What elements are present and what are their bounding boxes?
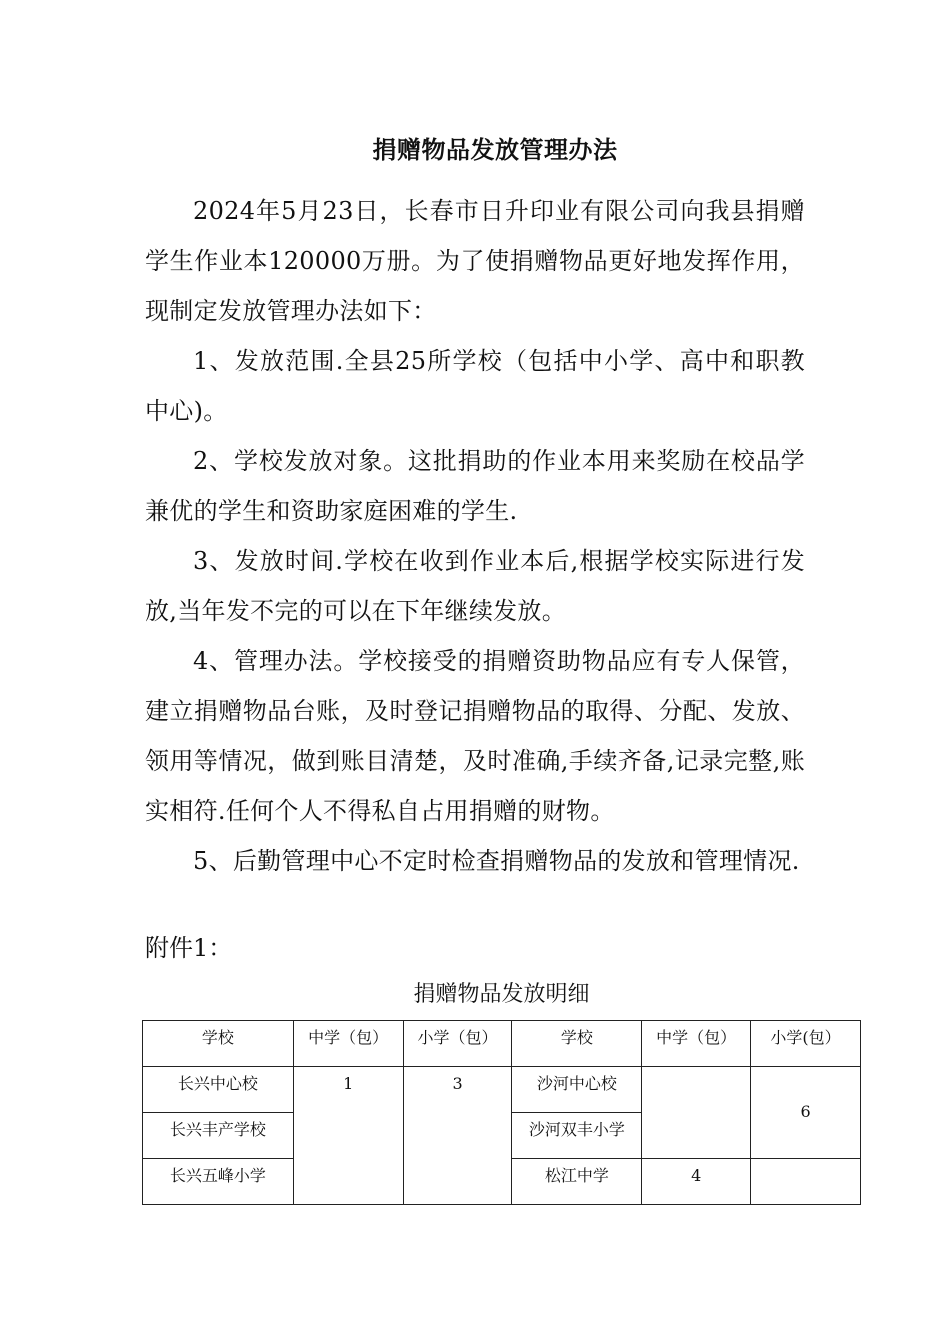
paragraph-recipients: 2、学校发放对象。这批捐助的作业本用来奖励在校品学兼优的学生和资助家庭困难的学生. [145,447,805,525]
school-name: 松江中学 [512,1159,642,1205]
school-name: 长兴中心校 [143,1067,294,1113]
school-name: 沙河中心校 [512,1067,642,1113]
paragraph-timing: 3、发放时间.学校在收到作业本后,根据学校实际进行发放,当年发不完的可以在下年继续发放。 [145,547,805,625]
school-name: 长兴丰产学校 [143,1113,294,1159]
table-title: 捐赠物品发放明细 [413,982,590,1007]
distribution-table [142,1020,861,1205]
middle-count-right-last: 4 [642,1159,751,1205]
middle-count-left: 1 [293,1067,403,1205]
primary-count-right-group: 6 [751,1067,861,1159]
paragraph-intro: 2024年5月23日，长春市日升印业有限公司向我县捐赠学生作业本120000万册。为了使捐赠物品更好地发挥作用，现制定发放管理办法如下： [145,197,805,325]
paragraph-scope: 1、发放范围.全县25所学校（包括中小学、高中和职教中心)。 [145,347,805,425]
header-school-left: 学校 [143,1021,294,1067]
header-middle-left: 中学（包） [293,1021,403,1067]
document-body [145,128,805,886]
middle-count-right-group [642,1067,751,1159]
document-title: 捐赠物品发放管理办法 [372,135,618,164]
paragraph-management: 4、管理办法。学校接受的捐赠资助物品应有专人保管，建立捐赠物品台账，及时登记捐赠物品的取得、分配、发放、领用等情况，做到账目清楚，及时准确,手续齐备,记录完整,账实相符.任何个人不得私自占用捐赠的财物。 [145,647,805,825]
primary-count-left: 3 [403,1067,512,1205]
header-middle-right: 中学（包） [642,1021,751,1067]
school-name: 长兴五峰小学 [143,1159,294,1205]
table-header-row [143,1021,861,1067]
header-school-right: 学校 [512,1021,642,1067]
school-name: 沙河双丰小学 [512,1113,642,1159]
table-row [143,1067,861,1113]
header-primary-right: 小学(包） [751,1021,861,1067]
attachment-label: 附件1： [145,934,233,962]
paragraph-inspection: 5、后勤管理中心不定时检查捐赠物品的发放和管理情况. [193,847,800,875]
primary-count-right-last [751,1159,861,1205]
header-primary-left: 小学（包） [403,1021,512,1067]
